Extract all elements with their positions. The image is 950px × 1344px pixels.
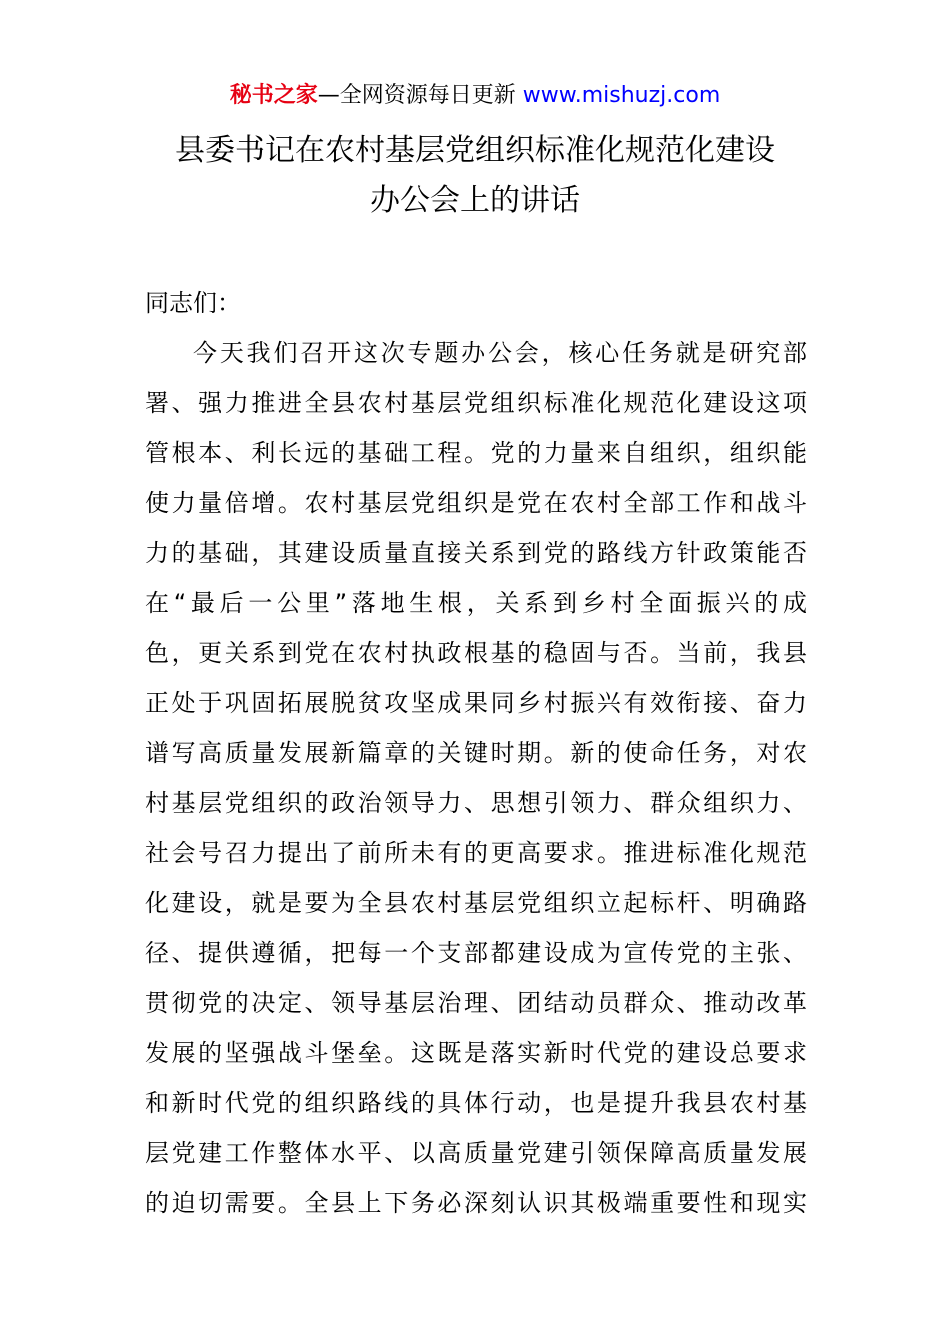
title-line-2: 办公会上的讲话	[370, 183, 580, 218]
body-line: 层党建工作整体水平、以高质量党建引领保障高质量发展	[145, 1139, 807, 1167]
body-line: 力的基础，其建设质量直接关系到党的路线方针政策能否	[145, 539, 807, 567]
site-header	[0, 78, 950, 114]
speech-body	[145, 328, 807, 1228]
body-line: 发展的坚强战斗堡垒。这既是落实新时代党的建设总要求	[145, 1039, 807, 1067]
body-line: 贯彻党的决定、领导基层治理、团结动员群众、推动改革	[145, 989, 807, 1017]
salutation: 同志们：	[145, 289, 241, 317]
body-line: 径、提供遵循，把每一个支部都建设成为宣传党的主张、	[145, 939, 807, 967]
site-url-link[interactable]: www.mishuzj.com	[522, 83, 721, 108]
body-line: 社会号召力提出了前所未有的更高要求。推进标准化规范	[145, 839, 807, 867]
body-line: 今天我们召开这次专题办公会，核心任务就是研究部	[193, 339, 807, 367]
body-line: 和新时代党的组织路线的具体行动，也是提升我县农村基	[145, 1089, 807, 1117]
document-title	[0, 126, 950, 226]
body-line: 谱写高质量发展新篇章的关键时期。新的使命任务，对农	[145, 739, 807, 767]
body-line: 署、强力推进全县农村基层党组织标准化规范化建设这项	[145, 389, 807, 417]
title-line-1: 县委书记在农村基层党组织标准化规范化建设	[175, 133, 775, 168]
body-line: 管根本、利长远的基础工程。党的力量来自组织，组织能	[145, 439, 807, 467]
body-line: 正处于巩固拓展脱贫攻坚成果同乡村振兴有效衔接、奋力	[145, 689, 807, 717]
brand-name: 秘书之家	[229, 83, 318, 108]
body-line: 的迫切需要。全县上下务必深刻认识其极端重要性和现实	[145, 1189, 807, 1217]
body-line: 村基层党组织的政治领导力、思想引领力、群众组织力、	[145, 789, 807, 817]
body-line: 化建设，就是要为全县农村基层党组织立起标杆、明确路	[145, 889, 807, 917]
body-line: 色，更关系到党在农村执政根基的稳固与否。当前，我县	[145, 639, 807, 667]
body-line: 使力量倍增。农村基层党组织是党在农村全部工作和战斗	[145, 489, 807, 517]
body-line: 在“最后一公里”落地生根，关系到乡村全面振兴的成	[145, 589, 807, 617]
header-tagline: —全网资源每日更新	[317, 83, 523, 108]
